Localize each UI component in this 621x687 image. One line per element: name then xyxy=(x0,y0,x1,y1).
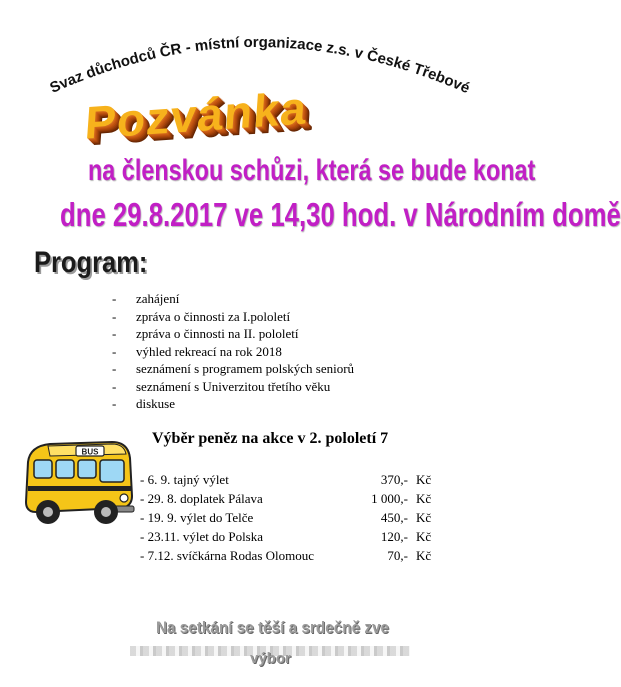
trip-row xyxy=(140,527,440,546)
trip-currency: Kč xyxy=(416,548,432,563)
program-item: - diskuse xyxy=(112,396,175,411)
collection-heading: Výběr peněz na akce v 2. pololetí 7 xyxy=(152,430,389,447)
invitation-line-1: na členskou schůzi, která se bude konat xyxy=(88,154,536,187)
trip-amount: 1 000,- xyxy=(371,491,408,506)
bus-sign: BUS xyxy=(81,447,99,457)
program-heading: Program: xyxy=(34,246,148,279)
footer-greeting: Na setkání se těší a srdečně zve xyxy=(156,618,390,637)
program-item: - zahájení xyxy=(112,291,180,306)
trip-currency: Kč xyxy=(416,472,432,487)
invitation-line-2: dne 29.8.2017 ve 14,30 hod. v Národním domě xyxy=(60,196,621,233)
organization-name: Svaz důchodců ČR - místní organizace z.s. v České Třebové xyxy=(47,33,473,98)
trip-row xyxy=(140,489,440,508)
trip-description: - 19. 9. výlet do Telče xyxy=(140,510,254,525)
trip-description: - 23.11. výlet do Polska xyxy=(140,529,264,544)
trip-description: - 7.12. svíčkárna Rodas Olomouc xyxy=(140,548,315,563)
school-bus-icon xyxy=(20,432,136,530)
trip-amount: 70,- xyxy=(387,548,408,563)
program-item: - zpráva o činnosti na II. pololetí xyxy=(112,326,299,341)
trip-currency: Kč xyxy=(416,510,432,525)
trip-description: - 29. 8. doplatek Pálava xyxy=(140,491,263,506)
program-list xyxy=(112,290,354,413)
trip-amount: 450,- xyxy=(380,510,408,525)
program-item: - seznámení s Univerzitou třetího věku xyxy=(112,378,331,394)
trip-currency: Kč xyxy=(416,491,432,506)
footer-signature: výbor xyxy=(250,650,291,667)
invitation-title: Pozvánka xyxy=(83,81,309,149)
program-item: - výhled rekreací na rok 2018 xyxy=(112,343,282,359)
trip-description: - 6. 9. tajný výlet xyxy=(140,472,229,487)
program-item: - zpráva o činnosti za I.pololetí xyxy=(112,308,291,324)
trip-row xyxy=(140,470,440,489)
trip-price-list xyxy=(140,470,440,565)
trip-row xyxy=(140,508,440,527)
trip-row xyxy=(140,546,440,565)
trip-amount: 120,- xyxy=(380,529,408,544)
program-item: - seznámení s programem polských seniorů xyxy=(112,361,355,376)
trip-currency: Kč xyxy=(416,529,432,544)
trip-amount: 370,- xyxy=(380,472,408,487)
